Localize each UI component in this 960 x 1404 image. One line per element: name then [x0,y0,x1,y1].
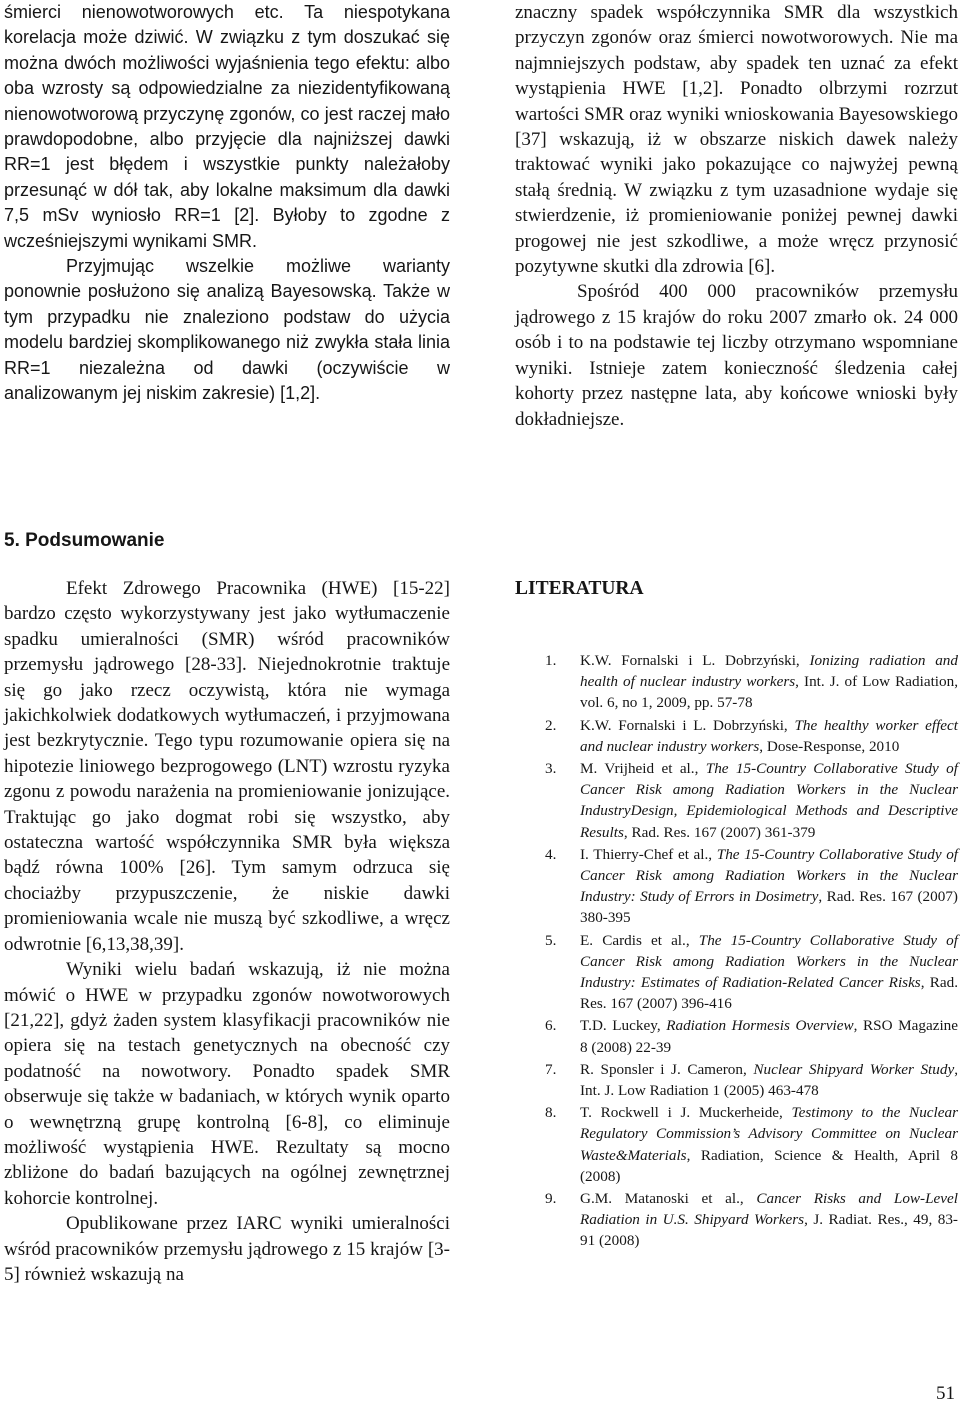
reference-item: 9. G.M. Matanoski et al., Cancer Risks and Low-Level Radiation in U.S. Shipyard Workers, J. Radiat. Res., 49, 83-91 (2008) [545,1190,958,1250]
reference-item: 6. T.D. Luckey, Radiation Hormesis Overview, RSO Magazine 8 (2008) 22-39 [545,1017,959,1056]
paragraph: znaczny spadek współczynnika SMR dla wszystkich przyczyn zgonów oraz śmierci nowotworowych. Nie ma najmniejszych podstaw, aby spadek ten uznać za efekt wystąpienia HWE [1,2]. Ponadto olbrzymi rozrzut wartości SMR oraz wyniki wnioskowania Bayesowskiego [37] wskazują, iż w obszarze niskich dawek należy traktować wyniki jako pokazujące co najwyżej pewną stałą średnią. W związku z tym uzasadnione wydaje się stwierdzenie, iż promieniowanie poniżej pewnej dawki progowej nie jest szkodliwe, a może wręcz przynosić pozytywne skutki dla zdrowia [6]. [515,2,958,278]
reference-item: 4. I. Thierry-Chef et al., The 15-Country Collaborative Study of Cancer Risk among Radiation Workers in the Nuclear Industry: Study of Errors in Dosimetry, Rad. Res. 167 (2007) 380-395 [545,845,959,927]
paragraph: Wyniki wielu badań wskazują, iż nie można mówić o HWE w przypadku zgonów nowotworowych [21,22], gdyż żaden system klasyfikacji pracowników nie opiera się na testach genetycznych na obecność czy podatność na nowotwory. Ponadto spadek SMR obserwuje się także w badaniach, w których wynik oparto o wewnętrzną grupę kontrolną [6-8], co eliminuje możliwość wystąpienia HWE. Rezultaty są mocno zbliżone do badań bazujących na ogólnej zewnętrznej kohorcie kontrolnej. [4,959,450,1209]
reference-item: 7. R. Sponsler i J. Cameron, Nuclear Shipyard Worker Study, Int. J. Low Radiation 1 (2005) 463-478 [545,1060,958,1100]
paragraph: Spośród 400 000 pracowników przemysłu jądrowego z 15 krajów do roku 2007 zmarło ok. 24 000 osób i to na podstawie tej liczby otrzymano wspomniane wyniki. Istnieje zatem konieczność śledzenia całej kohorty przez następne lata, aby końcowe wnioski były dokładniejsze. [515,281,958,430]
references-title: LITERATURA [515,578,644,599]
page-number: 51 [936,1383,955,1404]
reference-item: 8. T. Rockwell i J. Muckerheide, Testimony to the Nuclear Regulatory Commission’s Advisory Committee on Nuclear Waste&Materials, Radiation, Science & Health, April 8 (2008) [545,1104,958,1185]
paragraph: Efekt Zdrowego Pracownika (HWE) [15-22] bardzo często wykorzystywany jest jako wytłumaczenie spadku umieralności (SMR) wśród pracowników przemysłu jądrowego [28-33]. Niejednokrotnie traktuje się go jako rzecz oczywistą, która nie wymaga jakichkolwiek dodatkowych wytłumaczeń, i przyjmowana jest bezkrytycznie. Tego typu rozumowanie opiera się na hipotezie liniowego bezprogowego (LNT) wzrostu ryzyka zgonu z powodu narażenia na promieniowanie jonizujące. Traktując go jako dogmat robi się wszystko, aby ostateczna wartość współczynnika SMR była większa bądź równa 100% [26]. Tym samym odrzuca się chociażby przypuszczenie, że niskie dawki promieniowania wcale nie muszą być szkodliwe, a wręcz odwrotnie [6,13,38,39]. [4,578,450,955]
references-list [515,650,958,1252]
column-top-left [4,0,450,407]
reference-item: 2. K.W. Fornalski i L. Dobrzyński, The healthy worker effect and nuclear industry workers, Dose-Response, 2010 [545,716,958,755]
section-heading: 5. Podsumowanie [4,530,165,551]
reference-item: 1. K.W. Fornalski i L. Dobrzyński, Ionizing radiation and health of nuclear industry workers, Int. J. of Low Radiation, vol. 6, no 1, 2009, pp. 57-78 [545,652,958,712]
column-top-right [515,0,958,432]
reference-item: 3. M. Vrijheid et al., The 15-Country Collaborative Study of Cancer Risk among Radiation Workers in the Nuclear IndustryDesign, Epidemiological Methods and Descriptive Results, Rad. Res. 167 (2007) 361-379 [545,760,958,841]
references-section [515,576,958,1253]
reference-item: 5. E. Cardis et al., The 15-Country Collaborative Study of Cancer Risk among Radiation Workers in the Nuclear Industry: Estimates of Radiation-Related Cancer Risks, Rad. Res. 167 (2007) 396-416 [545,931,959,1013]
paragraph: Opublikowane przez IARC wyniki umieralności wśród pracowników przemysłu jądrowego z 15 krajów [3-5] również wskazują na [4,1213,450,1285]
paragraph: śmierci nienowotworowych etc. Ta niespotykana korelacja może dziwić. W związku z tym doszukać się można dwóch możliwości wyjaśnienia tego efektu: albo oba wzrosty są odpowiedzialne za niezidentyfikowaną nienowotworową przyczynę zgonów, co jest raczej mało prawdopodobne, albo przyjęcie dla najniższej dawki RR=1 jest błędem i wszystkie punkty należałoby przesunąć w dół tak, aby lokalne maksimum dla dawki 7,5 mSv wyniosło RR=1 [2]. Byłoby to zgodne z wcześniejszymi wynikami SMR. [4,2,450,251]
paragraph: Przyjmując wszelkie możliwe warianty ponownie posłużono się analizą Bayesowską. Także w tym przypadku nie znaleziono podstaw do użycia modelu bardziej skomplikowanego niż zwykła stała linia RR=1 niezależna od dawki (oczywiście w analizowanym jej niskim zakresie) [1,2]. [4,256,450,404]
column-bottom-left [4,576,450,1287]
